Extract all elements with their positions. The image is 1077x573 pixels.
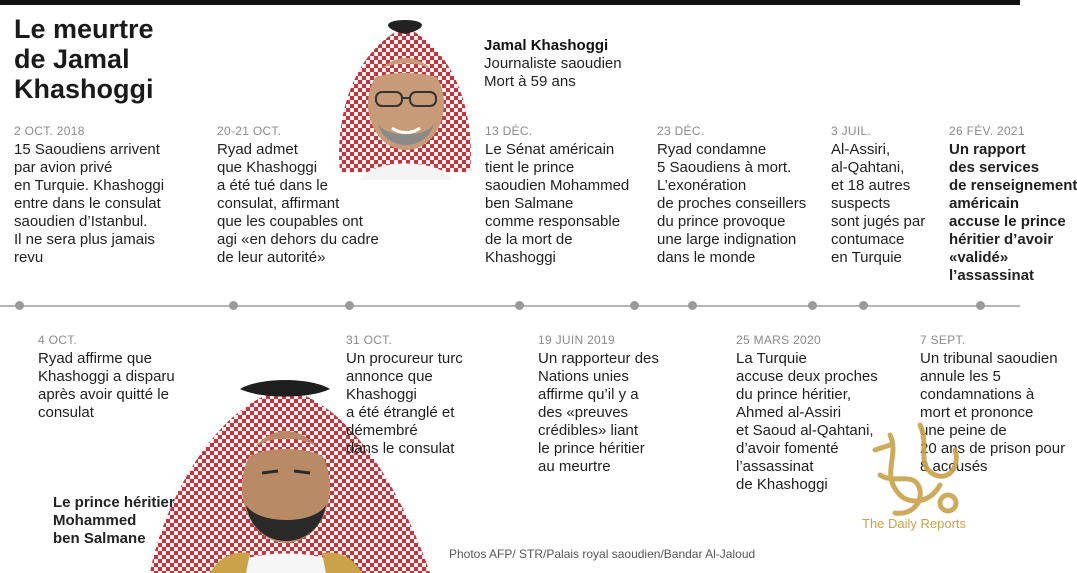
timeline-dot [808, 301, 817, 310]
event-text: de la mort de [485, 231, 573, 248]
event-date: 25 MARS 2020 [736, 333, 821, 347]
event-text: revu [14, 249, 44, 266]
watermark-logo [860, 415, 980, 530]
event-text: Nations unies [538, 368, 629, 385]
event-text: accuse le prince [949, 213, 1066, 230]
event-text: Khashoggi [485, 249, 556, 266]
mbs-caption-line: Mohammed [53, 512, 137, 529]
event-text: 15 Saoudiens arrivent [14, 141, 160, 158]
event-text: dans le consulat [346, 440, 455, 457]
title-line: de Jamal [14, 44, 130, 74]
event-text: Khashoggi a disparu [38, 368, 175, 385]
mbs-caption-line: ben Salmane [53, 530, 146, 547]
event-text: de leur autorité» [217, 249, 326, 266]
event-date: 20-21 OCT. [217, 124, 282, 138]
khashoggi-caption-line: Mort à 59 ans [484, 73, 576, 90]
event-text: annonce que [346, 368, 433, 385]
timeline-dot [15, 301, 24, 310]
event-text: tient le prince [485, 159, 575, 176]
timeline-event [831, 122, 925, 267]
timeline-event [736, 331, 878, 494]
timeline-event [485, 122, 629, 267]
mbs-caption [53, 494, 175, 548]
khashoggi-name: Jamal Khashoggi [484, 37, 609, 54]
timeline-dot [229, 301, 238, 310]
event-text: annule les 5 [920, 368, 1001, 385]
event-date: 2 OCT. 2018 [14, 124, 85, 138]
timeline-event [14, 122, 164, 267]
event-date: 4 OCT. [38, 333, 78, 347]
event-text: et 18 autres [831, 177, 911, 194]
event-date: 26 FÉV. 2021 [949, 124, 1025, 138]
timeline-event [217, 122, 379, 267]
event-text: contumace [831, 231, 905, 248]
title-line: Khashoggi [14, 74, 154, 104]
event-date: 13 DÉC. [485, 124, 533, 138]
event-text: en Turquie [831, 249, 902, 266]
event-text: consulat, affirmant [217, 195, 340, 212]
event-text: de Khashoggi [736, 476, 828, 493]
event-text: affirme qu’il y a [538, 386, 639, 403]
event-text: l’assassinat [736, 458, 814, 475]
event-text: sont jugés par [831, 213, 926, 230]
event-text: héritier d’avoir [949, 231, 1054, 248]
event-text: que les coupables ont [217, 213, 363, 230]
event-date: 31 OCT. [346, 333, 393, 347]
timeline-event [346, 331, 463, 458]
event-text: Un rapporteur des [538, 350, 659, 367]
event-text: suspects [831, 195, 891, 212]
event-text: que Khashoggi [217, 159, 318, 176]
event-text: Ryad affirme que [38, 350, 152, 367]
event-text: après avoir quitté le [38, 386, 169, 403]
event-text: «validé» [949, 249, 1009, 266]
mbs-caption-line: Le prince héritier [53, 494, 175, 511]
event-text: le prince héritier [538, 440, 645, 457]
event-date: 19 JUIN 2019 [538, 333, 615, 347]
event-text: mort et prononce [920, 404, 1034, 421]
timeline-dot [976, 301, 985, 310]
title-line: Le meurtre [14, 14, 154, 44]
photo-credit: Photos AFP/ STR/Palais royal saoudien/Bandar Al-Jaloud [449, 547, 756, 561]
event-text: Un procureur turc [346, 350, 463, 367]
event-text: Ahmed al-Assiri [736, 404, 842, 421]
event-text: de proches conseillers [657, 195, 807, 212]
watermark-text: The Daily Reports [862, 516, 967, 531]
event-text: Ryad admet [217, 141, 298, 158]
khashoggi-caption [484, 37, 622, 91]
event-text: Un rapport [949, 141, 1026, 158]
event-text: des «preuves [538, 404, 629, 421]
event-text: La Turquie [736, 350, 807, 367]
event-text: Un tribunal saoudien [920, 350, 1058, 367]
timeline-dot [688, 301, 697, 310]
event-text: consulat [38, 404, 94, 421]
timeline-dot [859, 301, 868, 310]
timeline-dot [630, 301, 639, 310]
event-text: condamnations à [920, 386, 1035, 403]
event-text: du prince héritier, [736, 386, 852, 403]
event-text: 8 accusés [920, 458, 988, 475]
event-text: agi «en dehors du cadre [217, 231, 379, 248]
khashoggi-caption-line: Journaliste saoudien [484, 55, 622, 72]
timeline-event [949, 122, 1077, 285]
event-text: et Saoud al-Qahtani, [736, 422, 874, 439]
event-text: Ryad condamne [657, 141, 767, 158]
event-text: L’exonération [657, 177, 747, 194]
event-text: du prince provoque [657, 213, 786, 230]
event-text: Il ne sera plus jamais [14, 231, 155, 248]
event-text: au meurtre [538, 458, 611, 475]
event-text: saoudien d’Istanbul. [14, 213, 148, 230]
event-date: 23 DÉC. [657, 124, 705, 138]
event-text: 20 ans de prison pour [920, 440, 1066, 457]
event-text: accuse deux proches [736, 368, 878, 385]
page-title [14, 14, 214, 104]
event-text: dans le monde [657, 249, 756, 266]
event-text: de renseignement [949, 177, 1077, 194]
event-text: Al-Assiri, [831, 141, 891, 158]
event-text: l’assassinat [949, 267, 1035, 284]
event-text: crédibles» liant [538, 422, 639, 439]
timeline-event [538, 331, 659, 476]
event-text: américain [949, 195, 1020, 212]
event-text: 5 Saoudiens à mort. [657, 159, 792, 176]
event-text: a été étranglé et [346, 404, 455, 421]
top-border [0, 0, 1020, 5]
event-text: démembré [346, 422, 418, 439]
event-text: a été tué dans le [217, 177, 328, 194]
event-text: al-Qahtani, [831, 159, 905, 176]
event-date: 3 JUIL. [831, 124, 872, 138]
timeline-dot [345, 301, 354, 310]
event-text: d’avoir fomenté [736, 440, 839, 457]
event-text: en Turquie. Khashoggi [14, 177, 165, 194]
event-text: Le Sénat américain [485, 141, 615, 158]
event-text: des services [949, 159, 1040, 176]
event-text: une large indignation [657, 231, 797, 248]
event-text: comme responsable [485, 213, 621, 230]
event-text: par avion privé [14, 159, 113, 176]
event-text: une peine de [920, 422, 1007, 439]
event-text: Khashoggi [346, 386, 417, 403]
event-text: entre dans le consulat [14, 195, 161, 212]
timeline-dot [515, 301, 524, 310]
timeline-event [657, 122, 806, 267]
event-date: 7 SEPT. [920, 333, 966, 347]
event-text: saoudien Mohammed [485, 177, 630, 194]
timeline-event [38, 331, 175, 422]
event-text: ben Salmane [485, 195, 574, 212]
